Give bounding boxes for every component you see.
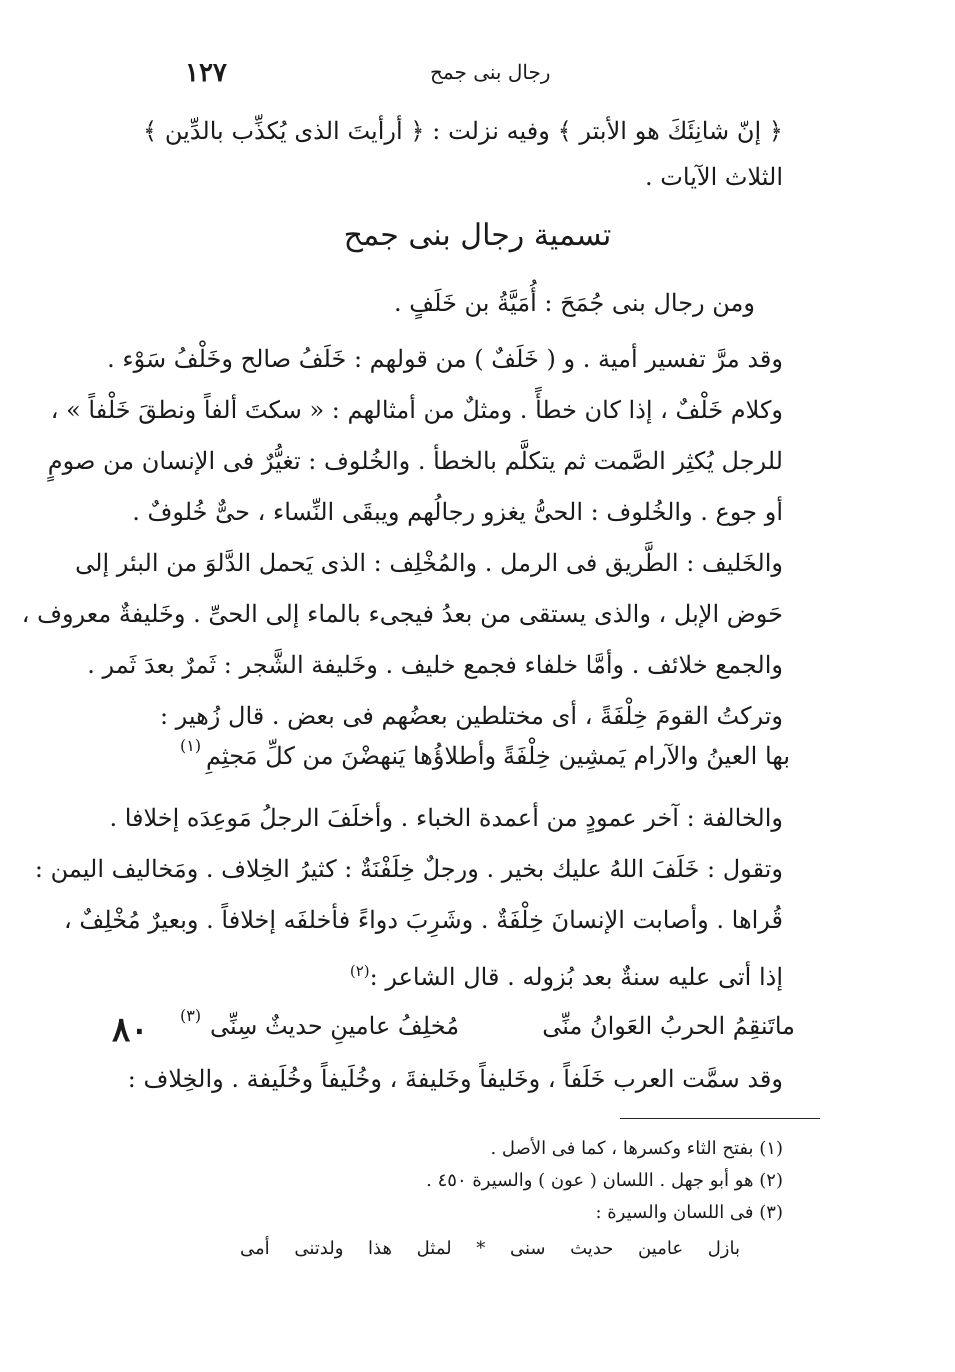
verse-1-footnote-mark: (١): [180, 736, 202, 755]
paragraph-line: وتركتُ القومَ خِلْفَةً ، أى مختلطين بعضُهم فى بعض . قال زُهير :: [159, 702, 783, 730]
footnote-item: (٣) فى اللسان والسيرة :: [595, 1202, 783, 1223]
verse-1-left-hemistich: وأطلاؤُها يَنهضْنَ من كلِّ مَجثِمِ: [206, 742, 497, 770]
verse-1: [180, 736, 790, 782]
intro-block: [143, 106, 783, 197]
paragraph-line: وكلام خَلْفٌ ، إذا كان خطأً . ومثلٌ من أمثالهم : « سكتَ ألفاً ونطقَ خَلْفاً » ،: [50, 396, 783, 424]
verse-2-left-hemistich: مُخلِفُ عامينِ حديثٌ سِنِّى: [210, 1012, 460, 1040]
running-header: رجال بنى جمح: [430, 60, 551, 84]
intro-line: الثلاث الآيات .: [645, 163, 783, 191]
section-title: تسمية رجال بنى جمح: [343, 218, 612, 253]
closing-block: [127, 1054, 783, 1105]
paragraph-line: وقد مرَّ تفسير أمية . و ( خَلَفٌ ) من قولهم : خَلَفُ صالح وخَلْفُ سَوْء .: [107, 345, 783, 373]
paragraph-footnote-mark: (٢): [349, 962, 370, 980]
first-line: ومن رجال بنى جُمَحَ : أُمَيَّةُ بن خَلَفٍ .: [394, 289, 755, 317]
page-number: ١٢٧: [185, 58, 227, 88]
footnotes: [426, 1133, 783, 1229]
verse-2-footnote-mark: (٣): [180, 1006, 202, 1025]
first-line-block: [394, 278, 755, 329]
paragraph-line: قُراها . وأصابت الإنسانَ خِلْفَةٌ . وشَرِبَ دواءً فأخلفَه إخلافاً . وبعيرٌ مُخْلِفٌ ،: [64, 906, 783, 934]
closing-line: وقد سمَّت العرب خَلَفاً ، وخَليفاً وخَليفةَ ، وخُلَيفاً وخُلَيفة . والخِلاف :: [127, 1065, 783, 1093]
paragraph-1: [21, 334, 783, 742]
paragraph-line: أو جوع . والخُلوف : الحىُّ يغزو رجالُهم ويبقَى النِّساء ، حىٌّ خُلوفٌ .: [132, 498, 783, 526]
paragraph-line: والجمع خلائف . وأمَّا خلفاء فجمع خليف . وخَليفة الشَّجر : ثَمرٌ بعدَ ثَمر .: [87, 651, 783, 679]
paragraph-line: والخَليف : الطَّريق فى الرمل . والمُخْلِف : الذى يَحمل الدَّلوَ من البئر إلى: [75, 549, 783, 577]
intro-line: ﴿ إنّ شانِئَكَ هو الأبتر ﴾ وفيه نزلت : ﴿ أرأيتَ الذى يُكذِّب بالدِّين ﴾: [143, 117, 783, 145]
footnote-verse: بازل عامين حديث سنى * لمثل هذا ولدتنى أمى: [240, 1238, 740, 1259]
verse-1-right-hemistich: بها العينُ والآرام يَمشِين خِلْفَةً: [503, 742, 790, 770]
paragraph-line: حَوض الإبل ، والذى يستقى من بعدُ فيجىء بالماء إلى الحىِّ . وخَليفةٌ معروف ،: [21, 600, 783, 628]
footnote-item: (١) بفتح الثاء وكسرها ، كما فى الأصل .: [490, 1138, 783, 1159]
footnote-item: (٢) هو أبو جهل . اللسان ( عون ) والسيرة ٤٥٠ .: [426, 1170, 783, 1191]
footnote-divider: [620, 1118, 820, 1119]
verse-2-right-hemistich: ماتَنقِمُ الحربُ العَوانُ منِّى: [542, 1012, 795, 1040]
paragraph-line: والخالفة : آخر عمودٍ من أعمدة الخباء . وأخلَفَ الرجلُ مَوعِدَه إخلافا .: [109, 804, 783, 832]
margin-number: ٨٠: [112, 1010, 149, 1050]
paragraph-line: للرجل يُكثِر الصَّمت ثم يتكلَّم بالخطأ . والخُلوف : تغيُّرٌ فى الإنسان من صومٍ: [47, 447, 783, 475]
paragraph-line: وتقول : خَلَفَ اللهُ عليك بخير . ورجلٌ خِلَفْنَةٌ : كثيرُ الخِلاف . ومَخاليف اليمن :: [34, 855, 783, 883]
paragraph-last-text: إذا أتى عليه سنةٌ بعد بُزوله . قال الشاعر :: [369, 963, 783, 991]
verse-2: [180, 1006, 795, 1052]
paragraph-2: [34, 793, 783, 997]
paragraph-line: [143, 946, 783, 997]
